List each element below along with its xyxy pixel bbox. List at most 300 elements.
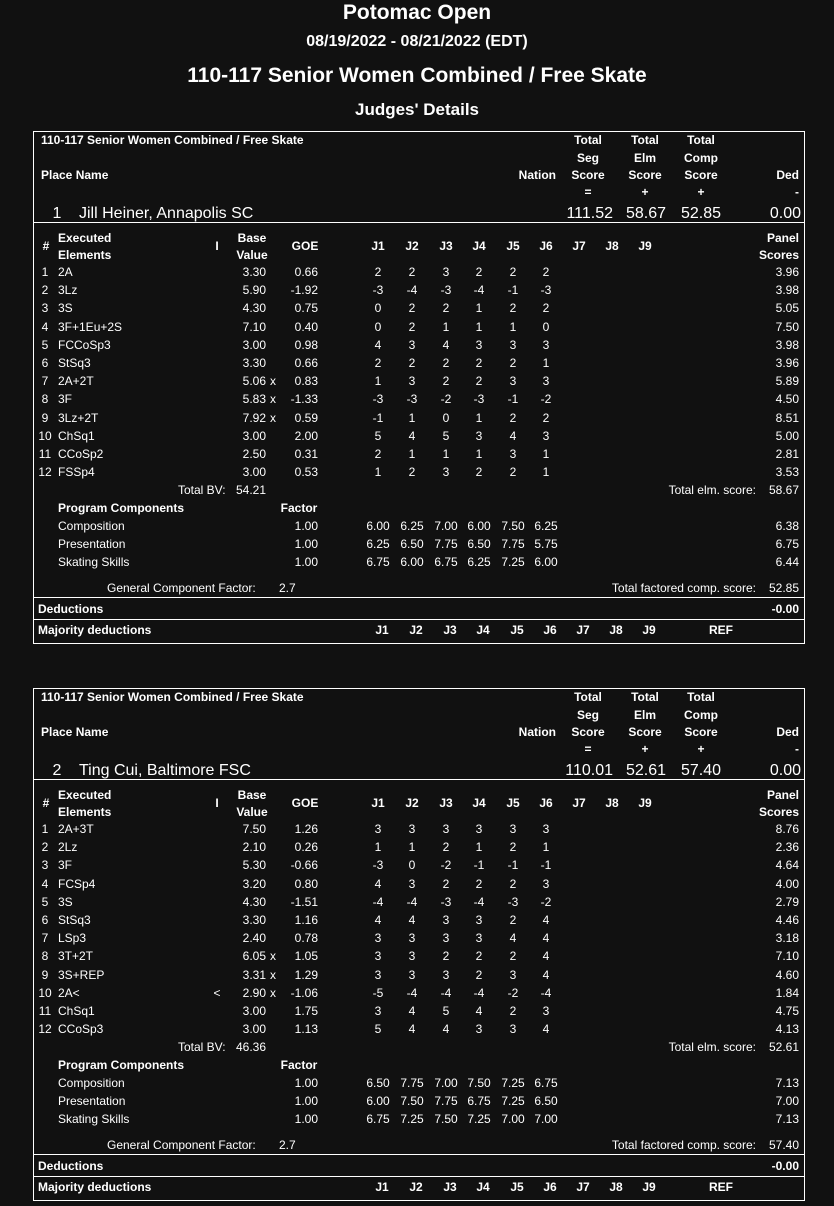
component-name: Presentation xyxy=(58,1094,126,1108)
element-goe: -1.51 xyxy=(290,894,318,909)
ref-label: REF xyxy=(709,623,733,637)
element-judge-score: 2 xyxy=(475,876,483,891)
element-number: 11 xyxy=(38,1004,52,1018)
component-panel-score: 6.44 xyxy=(775,555,799,569)
element-base-value: 7.10 xyxy=(242,319,266,334)
element-panel-score: 4.46 xyxy=(775,913,799,927)
component-judge-score: 7.25 xyxy=(501,1076,525,1090)
element-name: 3Lz xyxy=(58,283,78,298)
element-panel-score: 4.64 xyxy=(775,858,799,873)
total-elm-value: 52.61 xyxy=(768,1040,799,1054)
total-seg-label-1: Total xyxy=(574,133,602,147)
judge-header-5: J5 xyxy=(506,796,520,810)
executed-label: Executed xyxy=(58,788,112,802)
element-number: 5 xyxy=(41,894,49,909)
element-name: 2Lz xyxy=(58,840,78,855)
element-judge-score: 3 xyxy=(408,931,416,946)
component-judge-score: 6.00 xyxy=(366,1094,390,1108)
judge-header-6: J6 xyxy=(539,796,553,810)
element-number: 2 xyxy=(41,840,49,855)
element-number: 3 xyxy=(41,858,49,873)
element-number: 11 xyxy=(38,447,52,461)
element-name: 3Lz+2T xyxy=(58,410,99,425)
elm-score-label: Score xyxy=(628,725,662,739)
total-elm-label-1: Total xyxy=(631,133,659,147)
component-judge-score: 7.00 xyxy=(501,1112,525,1126)
element-judge-score: 4 xyxy=(408,1004,416,1018)
element-judge-score: -4 xyxy=(406,985,418,1000)
element-judge-score: 5 xyxy=(442,428,450,443)
element-judge-score: -3 xyxy=(473,392,485,407)
element-judge-score: -3 xyxy=(372,858,384,873)
total-elm-label: Total elm. score: xyxy=(668,483,756,497)
element-judge-score: 2 xyxy=(442,840,450,855)
element-judge-score: 2 xyxy=(374,447,382,461)
component-judge-score: 6.00 xyxy=(467,519,491,533)
element-judge-score: 1 xyxy=(475,840,483,855)
element-judge-score: 2 xyxy=(509,465,517,480)
majority-judge-header-1: J1 xyxy=(375,1180,389,1194)
total-elm-label-1: Total xyxy=(631,690,659,704)
element-goe: -1.06 xyxy=(290,985,318,1000)
element-judge-score: 2 xyxy=(442,876,450,891)
component-judge-score: 7.50 xyxy=(400,1094,424,1108)
component-judge-score: 6.00 xyxy=(400,555,424,569)
element-judge-score: 3 xyxy=(374,822,382,836)
comp-score-value: 57.40 xyxy=(680,762,721,779)
element-judge-score: 1 xyxy=(542,465,550,480)
component-name: Composition xyxy=(58,519,125,533)
event-title: Potomac Open xyxy=(342,1,492,24)
component-factor: 1.00 xyxy=(294,519,318,533)
event-dates: 08/19/2022 - 08/21/2022 (EDT) xyxy=(306,33,528,50)
element-panel-score: 1.84 xyxy=(775,985,799,1000)
element-judge-score: 4 xyxy=(509,931,517,946)
element-judge-score: 3 xyxy=(542,1004,550,1018)
element-judge-score: -3 xyxy=(507,894,519,909)
segment-name-label: 110-117 Senior Women Combined / Free Skate xyxy=(41,133,304,147)
element-panel-score: 3.53 xyxy=(775,465,799,480)
element-judge-score: 0 xyxy=(542,319,550,334)
element-judge-score: 4 xyxy=(442,337,450,352)
majority-judge-header-7: J7 xyxy=(576,1180,590,1194)
eq-label: = xyxy=(584,185,592,199)
component-judge-score: 6.00 xyxy=(366,519,390,533)
plus-label-2: + xyxy=(697,185,705,199)
element-judge-score: 3 xyxy=(374,931,382,946)
element-judge-score: 3 xyxy=(442,913,450,927)
element-name: LSp3 xyxy=(58,931,87,946)
majority-judge-header-3: J3 xyxy=(443,623,457,637)
element-judge-score: -1 xyxy=(507,858,519,873)
element-base-value: 3.31 xyxy=(242,967,266,982)
component-judge-score: 6.75 xyxy=(366,1112,390,1126)
component-judge-score: 7.25 xyxy=(400,1112,424,1126)
element-judge-score: 3 xyxy=(408,949,416,964)
element-judge-score: 1 xyxy=(374,374,382,389)
element-judge-score: 1 xyxy=(408,447,416,461)
element-judge-score: 4 xyxy=(509,428,517,443)
element-base-value: 6.05 xyxy=(242,949,266,964)
elements-label: Elements xyxy=(58,805,112,819)
element-judge-score: -3 xyxy=(440,894,452,909)
comp-score-label: Score xyxy=(684,168,718,182)
element-judge-score: 1 xyxy=(374,840,382,855)
element-name: 3S xyxy=(58,894,73,909)
component-judge-score: 6.50 xyxy=(534,1094,558,1108)
hash-label: # xyxy=(42,239,50,253)
program-components-label: Program Components xyxy=(58,1058,185,1072)
element-panel-score: 8.76 xyxy=(775,822,799,836)
element-name: 3S xyxy=(58,301,73,316)
plus-label-1: + xyxy=(641,742,649,756)
hash-label: # xyxy=(42,796,50,810)
element-judge-score: -2 xyxy=(440,858,452,873)
factor-label: Factor xyxy=(280,1058,318,1072)
element-number: 9 xyxy=(41,967,49,982)
element-name: FCSp4 xyxy=(58,876,96,891)
judge-header-9: J9 xyxy=(638,239,652,253)
elements-label: Elements xyxy=(58,248,112,262)
element-goe: 2.00 xyxy=(294,428,318,443)
element-number: 6 xyxy=(41,913,49,927)
element-judge-score: 5 xyxy=(374,428,382,443)
total-factored-label: Total factored comp. score: xyxy=(611,1138,756,1152)
element-number: 6 xyxy=(41,356,49,370)
element-judge-score: 3 xyxy=(408,374,416,389)
element-judge-score: -2 xyxy=(440,392,452,407)
element-panel-score: 2.79 xyxy=(775,894,799,909)
element-judge-score: -1 xyxy=(473,858,485,873)
element-judge-score: 3 xyxy=(542,876,550,891)
component-judge-score: 6.00 xyxy=(534,555,558,569)
element-base-value: 5.90 xyxy=(242,283,266,298)
element-goe: 1.75 xyxy=(294,1004,318,1018)
element-number: 1 xyxy=(41,265,49,279)
element-judge-score: 3 xyxy=(509,822,517,836)
element-name: 3S+REP xyxy=(58,967,105,982)
element-judge-score: 4 xyxy=(374,876,382,891)
element-number: 1 xyxy=(41,822,49,836)
majority-judge-header-8: J8 xyxy=(609,1180,623,1194)
element-judge-score: 0 xyxy=(442,410,450,425)
majority-judge-header-5: J5 xyxy=(510,1180,524,1194)
element-panel-score: 3.96 xyxy=(775,265,799,279)
component-judge-score: 7.50 xyxy=(501,519,525,533)
element-judge-score: 2 xyxy=(475,356,483,370)
component-factor: 1.00 xyxy=(294,1094,318,1108)
total-factored-label: Total factored comp. score: xyxy=(611,581,756,595)
element-name: CCoSp2 xyxy=(58,447,104,461)
element-judge-score: 2 xyxy=(509,840,517,855)
deductions-value: -0.00 xyxy=(771,602,799,616)
program-components-label: Program Components xyxy=(58,501,185,515)
element-info: < xyxy=(213,985,221,1000)
element-name: StSq3 xyxy=(58,356,91,370)
element-number: 3 xyxy=(41,301,49,316)
element-goe: 1.05 xyxy=(294,949,318,964)
element-judge-score: 2 xyxy=(475,967,483,982)
element-base-value: 3.00 xyxy=(242,1004,266,1018)
element-name: 2A+3T xyxy=(58,822,94,836)
element-judge-score: 2 xyxy=(475,265,483,279)
seg-score-value: 110.01 xyxy=(565,762,613,779)
element-goe: 0.26 xyxy=(294,840,318,855)
element-judge-score: 3 xyxy=(442,931,450,946)
element-judge-score: 3 xyxy=(408,337,416,352)
element-judge-score: -2 xyxy=(507,985,519,1000)
element-judge-score: 3 xyxy=(542,374,550,389)
element-judge-score: -4 xyxy=(406,283,418,298)
element-judge-score: 3 xyxy=(509,967,517,982)
component-name: Composition xyxy=(58,1076,125,1090)
element-judge-score: 3 xyxy=(509,1022,517,1037)
elm-score-label: Score xyxy=(628,168,662,182)
element-name: 2A xyxy=(58,265,73,279)
seg-score-label: Score xyxy=(571,168,605,182)
component-panel-score: 7.00 xyxy=(775,1094,799,1108)
majority-judge-header-4: J4 xyxy=(476,1180,490,1194)
skater-block-2 xyxy=(33,688,805,1203)
element-judge-score: -2 xyxy=(540,392,552,407)
element-base-value: 3.00 xyxy=(242,337,266,352)
element-judge-score: -3 xyxy=(372,283,384,298)
gcf-value: 2.7 xyxy=(279,581,296,595)
element-judge-score: 4 xyxy=(542,913,550,927)
element-number: 4 xyxy=(41,319,49,334)
element-panel-score: 3.98 xyxy=(775,337,799,352)
element-panel-score: 3.98 xyxy=(775,283,799,298)
element-base-value: 3.30 xyxy=(242,913,266,927)
info-label: I xyxy=(215,239,219,253)
element-base-value: 4.30 xyxy=(242,301,266,316)
component-judge-score: 7.75 xyxy=(400,1076,424,1090)
component-judge-score: 6.50 xyxy=(400,537,424,551)
element-number: 12 xyxy=(38,1022,52,1037)
component-factor: 1.00 xyxy=(294,537,318,551)
element-judge-score: 4 xyxy=(475,1004,483,1018)
element-number: 8 xyxy=(41,392,49,407)
comp-label: Comp xyxy=(684,708,718,722)
element-judge-score: 5 xyxy=(442,1004,450,1018)
judge-header-3: J3 xyxy=(439,796,453,810)
element-judge-score: 2 xyxy=(442,356,450,370)
element-name: FSSp4 xyxy=(58,465,95,480)
element-judge-score: 3 xyxy=(374,949,382,964)
element-base-value: 5.83 xyxy=(242,392,266,407)
element-goe: 0.98 xyxy=(294,337,318,352)
panel-label: Panel xyxy=(766,231,799,245)
element-number: 10 xyxy=(38,985,52,1000)
element-judge-score: 0 xyxy=(374,301,382,316)
element-number: 9 xyxy=(41,410,49,425)
elm-score-value: 58.67 xyxy=(625,205,666,222)
judge-header-6: J6 xyxy=(539,239,553,253)
element-goe: 0.59 xyxy=(294,410,318,425)
element-judge-score: 1 xyxy=(442,447,450,461)
skater-place: 2 xyxy=(52,762,62,779)
element-judge-score: 3 xyxy=(475,913,483,927)
nation-label: Nation xyxy=(518,725,556,739)
element-judge-score: 3 xyxy=(408,876,416,891)
element-judge-score: 4 xyxy=(408,1022,416,1037)
scores-label: Scores xyxy=(758,805,799,819)
element-base-value: 5.30 xyxy=(242,858,266,873)
element-goe: 0.31 xyxy=(294,447,318,461)
segment-name-label: 110-117 Senior Women Combined / Free Skate xyxy=(41,690,304,704)
element-judge-score: 3 xyxy=(509,374,517,389)
component-factor: 1.00 xyxy=(294,555,318,569)
element-number: 12 xyxy=(38,465,52,480)
element-judge-score: 4 xyxy=(408,428,416,443)
total-factored-value: 52.85 xyxy=(768,581,799,595)
majority-deductions-label: Majority deductions xyxy=(38,623,152,637)
component-panel-score: 7.13 xyxy=(775,1112,799,1126)
element-judge-score: 1 xyxy=(408,410,416,425)
element-judge-score: 1 xyxy=(475,410,483,425)
element-judge-score: 2 xyxy=(475,374,483,389)
element-bonus-marker: x xyxy=(270,410,276,425)
element-panel-score: 4.50 xyxy=(775,392,799,407)
element-judge-score: 1 xyxy=(542,447,550,461)
nation-label: Nation xyxy=(518,168,556,182)
element-goe: 0.80 xyxy=(294,876,318,891)
plus-label-2: + xyxy=(697,742,705,756)
element-goe: 0.40 xyxy=(294,319,318,334)
element-base-value: 7.50 xyxy=(242,822,266,836)
element-name: CCoSp3 xyxy=(58,1022,104,1037)
ded-value: 0.00 xyxy=(769,205,801,222)
element-number: 7 xyxy=(41,931,49,946)
place-name-label: Place Name xyxy=(41,168,109,182)
deductions-label: Deductions xyxy=(38,602,104,616)
element-goe: 0.75 xyxy=(294,301,318,316)
gcf-label: General Component Factor: xyxy=(107,1138,256,1152)
majority-judge-header-6: J6 xyxy=(543,623,557,637)
ded-value: 0.00 xyxy=(769,762,801,779)
element-judge-score: 3 xyxy=(442,967,450,982)
component-judge-score: 7.50 xyxy=(467,1076,491,1090)
total-elm-label: Total elm. score: xyxy=(668,1040,756,1054)
component-panel-score: 7.13 xyxy=(775,1076,799,1090)
deductions-value: -0.00 xyxy=(771,1159,799,1173)
segment-title: 110-117 Senior Women Combined / Free Skate xyxy=(187,64,647,87)
element-judge-score: 1 xyxy=(542,356,550,370)
element-judge-score: 2 xyxy=(408,265,416,279)
element-judge-score: 2 xyxy=(509,301,517,316)
element-judge-score: 2 xyxy=(509,265,517,279)
element-number: 10 xyxy=(38,428,52,443)
element-base-value: 5.06 xyxy=(242,374,266,389)
element-judge-score: 0 xyxy=(408,858,416,873)
comp-score-label: Score xyxy=(684,725,718,739)
element-panel-score: 3.18 xyxy=(775,931,799,946)
element-judge-score: -4 xyxy=(406,894,418,909)
executed-label: Executed xyxy=(58,231,112,245)
element-judge-score: 2 xyxy=(509,913,517,927)
majority-judge-header-7: J7 xyxy=(576,623,590,637)
element-judge-score: -4 xyxy=(372,894,384,909)
element-judge-score: -5 xyxy=(372,985,384,1000)
element-name: 2A< xyxy=(58,985,80,1000)
total-bv-value: 54.21 xyxy=(235,483,266,497)
elm-label: Elm xyxy=(633,151,656,165)
majority-judge-header-9: J9 xyxy=(642,623,656,637)
total-comp-label-1: Total xyxy=(687,133,715,147)
element-judge-score: -1 xyxy=(507,283,519,298)
element-number: 8 xyxy=(41,949,49,964)
element-judge-score: 3 xyxy=(475,1022,483,1037)
element-judge-score: 3 xyxy=(374,967,382,982)
element-base-value: 3.30 xyxy=(242,265,266,279)
gcf-value: 2.7 xyxy=(279,1138,296,1152)
element-base-value: 3.00 xyxy=(242,465,266,480)
majority-judge-header-4: J4 xyxy=(476,623,490,637)
element-goe: 0.66 xyxy=(294,356,318,370)
element-goe: 1.29 xyxy=(294,967,318,982)
majority-judge-header-2: J2 xyxy=(409,1180,423,1194)
element-name: 3F+1Eu+2S xyxy=(58,319,123,334)
element-name: 2A+2T xyxy=(58,374,94,389)
element-panel-score: 5.05 xyxy=(775,301,799,316)
element-judge-score: 2 xyxy=(542,410,550,425)
element-judge-score: 2 xyxy=(509,876,517,891)
seg-score-value: 111.52 xyxy=(566,205,613,222)
element-judge-score: 2 xyxy=(509,949,517,964)
element-judge-score: 1 xyxy=(509,319,517,334)
comp-score-value: 52.85 xyxy=(680,205,721,222)
element-judge-score: 3 xyxy=(509,337,517,352)
gcf-label: General Component Factor: xyxy=(107,581,256,595)
element-judge-score: 4 xyxy=(374,913,382,927)
ded-label: Ded xyxy=(776,168,799,182)
element-judge-score: -4 xyxy=(440,985,452,1000)
element-number: 4 xyxy=(41,876,49,891)
element-judge-score: 3 xyxy=(475,337,483,352)
element-judge-score: -1 xyxy=(540,858,552,873)
majority-judge-header-9: J9 xyxy=(642,1180,656,1194)
component-judge-score: 7.00 xyxy=(434,519,458,533)
component-judge-score: 7.25 xyxy=(501,555,525,569)
judge-header-9: J9 xyxy=(638,796,652,810)
element-base-value: 3.20 xyxy=(242,876,266,891)
element-name: 3T+2T xyxy=(58,949,94,964)
element-judge-score: 2 xyxy=(509,356,517,370)
goe-label: GOE xyxy=(291,239,319,253)
element-judge-score: 2 xyxy=(374,265,382,279)
total-bv-label: Total BV: xyxy=(178,483,226,497)
element-name: FCCoSp3 xyxy=(58,337,111,352)
info-label: I xyxy=(215,796,219,810)
element-judge-score: 4 xyxy=(542,949,550,964)
element-judge-score: 3 xyxy=(374,1004,382,1018)
element-judge-score: 2 xyxy=(542,265,550,279)
element-bonus-marker: x xyxy=(270,374,276,389)
component-panel-score: 6.38 xyxy=(775,519,799,533)
judge-header-7: J7 xyxy=(572,796,586,810)
component-judge-score: 6.25 xyxy=(366,537,390,551)
element-judge-score: 1 xyxy=(475,319,483,334)
component-judge-score: 6.25 xyxy=(534,519,558,533)
element-judge-score: -1 xyxy=(507,392,519,407)
element-base-value: 7.92 xyxy=(242,410,266,425)
element-judge-score: 3 xyxy=(442,822,450,836)
element-judge-score: 5 xyxy=(374,1022,382,1037)
element-judge-score: 2 xyxy=(442,374,450,389)
judge-header-1: J1 xyxy=(371,239,385,253)
judge-header-3: J3 xyxy=(439,239,453,253)
element-panel-score: 4.00 xyxy=(775,876,799,891)
